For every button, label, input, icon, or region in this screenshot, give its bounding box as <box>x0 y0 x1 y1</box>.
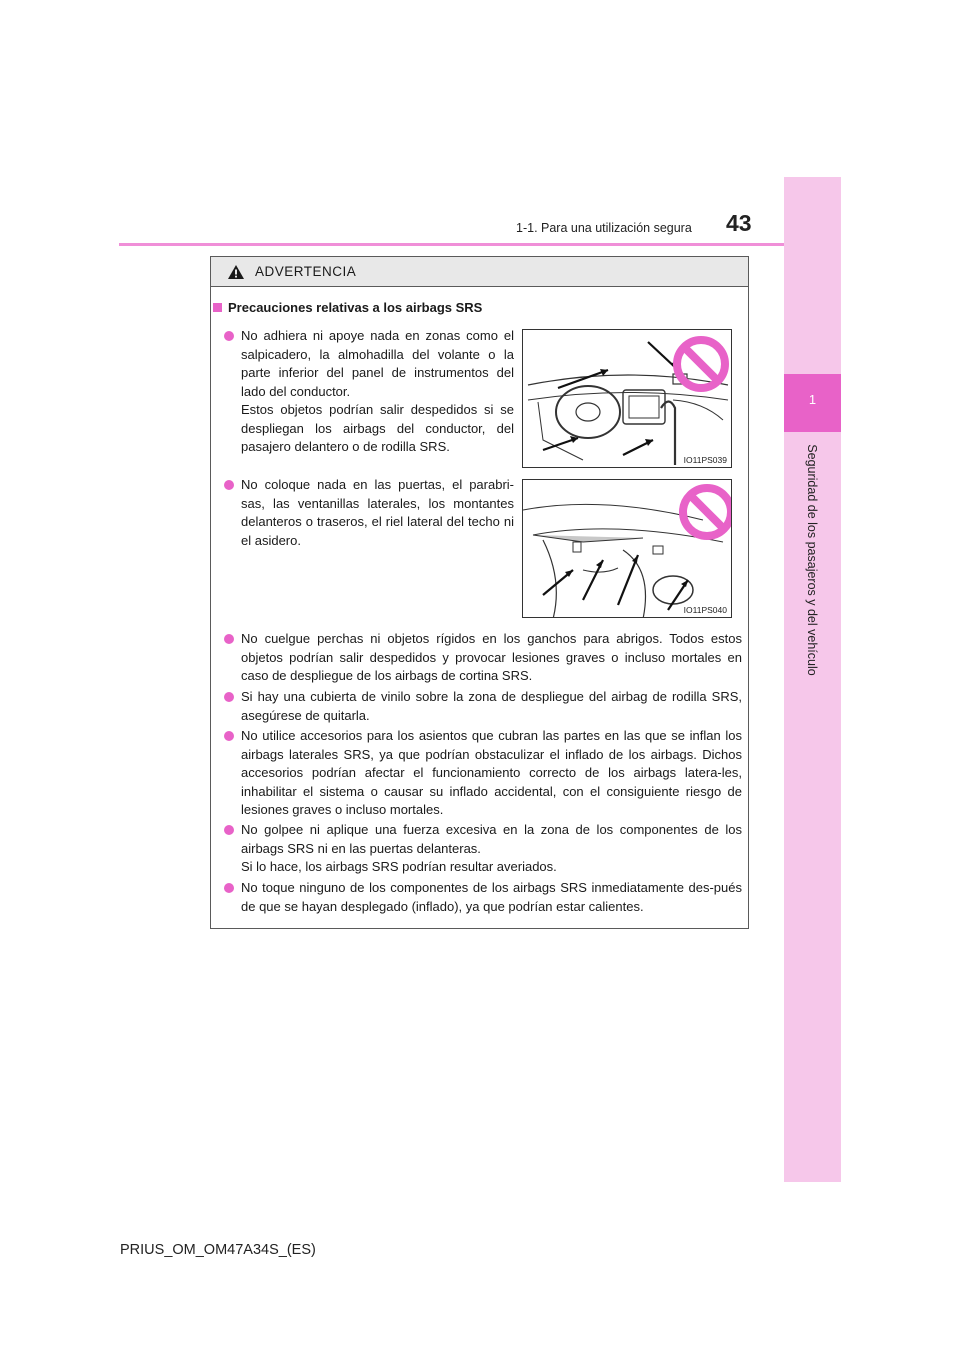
cabin-figure <box>522 479 732 618</box>
bullet-dot-icon <box>224 331 234 341</box>
section-title: 1-1. Para una utilización segura <box>516 221 692 235</box>
side-tab <box>784 177 841 1182</box>
bullet-dot-icon <box>224 883 234 893</box>
warning-header <box>211 257 748 287</box>
warning-bullet <box>224 476 514 550</box>
warning-bullet <box>224 727 742 820</box>
bullet-text: No adhiera ni apoye nada en zonas como el salpicadero, la almohadilla del volante o la parte inferior del panel de instrumentos del lado del conductor. Estos objetos podrían salir despedidos si se despliegan los airbags del conductor, del pasajero delantero o de rodilla SRS. <box>241 328 514 454</box>
warning-title: ADVERTENCIA <box>255 264 357 279</box>
document-id: PRIUS_OM_OM47A34S_(ES) <box>120 1242 316 1258</box>
bullet-dot-icon <box>224 634 234 644</box>
bullet-text: No cuelgue perchas ni objetos rígidos en los ganchos para abrigos. Todos estos objetos podrían salir despedidos y provocar lesiones graves o incluso mortales en caso de despliegue de los airbags de cortina SRS. <box>241 631 742 683</box>
section-heading-text: Precauciones relativas a los airbags SRS <box>228 300 483 315</box>
dashboard-figure <box>522 329 732 468</box>
bullet-dot-icon <box>224 692 234 702</box>
bullet-text: Si hay una cubierta de vinilo sobre la zona de despliegue del airbag de rodilla SRS, asegúrese de quitarla. <box>241 689 742 723</box>
figure-code: IO11PS040 <box>683 605 727 615</box>
warning-bullet <box>224 879 742 916</box>
warning-bullet <box>224 630 742 686</box>
bullet-text: No golpee ni aplique una fuerza excesiva en la zona de los componentes de los airbags SRS ni en las puertas delanteras. Si lo hace, los airbags SRS podrían resultar averiados. <box>241 822 742 874</box>
prohibited-icon <box>683 488 731 536</box>
warning-bullet <box>224 327 514 457</box>
page-number: 43 <box>726 210 752 236</box>
chapter-title: Seguridad de los pasajeros y del vehículo <box>805 444 819 676</box>
bullet-text: No coloque nada en las puertas, el parabri-sas, las ventanillas laterales, los montantes delanteros o traseros, el riel lateral del techo ni el asidero. <box>241 477 514 548</box>
bullet-text: No toque ninguno de los componentes de los airbags SRS inmediatamente des-pués de que se hayan desplegado (inflado), ya que podrían estar calientes. <box>241 880 742 914</box>
bullet-dot-icon <box>224 480 234 490</box>
figure-code: IO11PS039 <box>683 455 727 465</box>
section-heading <box>213 300 482 315</box>
bullet-text: No utilice accesorios para los asientos que cubran las partes en las que se inflan los airbags laterales SRS, ya que podrían obstaculizar el inflado de los airbags. Dichos accesorios podrían afectar el funcionamiento correcto de los airbags latera-les, inhabilitar el sistema o causar su inflado accidental, con el consiguiente riesgo de lesiones graves o incluso mortales. <box>241 728 742 817</box>
bullet-dot-icon <box>224 825 234 835</box>
square-bullet-icon <box>213 303 222 312</box>
warning-triangle-icon <box>227 264 245 280</box>
cabin-illustration <box>523 480 732 618</box>
chapter-number: 1 <box>808 392 817 407</box>
bullet-dot-icon <box>224 731 234 741</box>
warning-bullet <box>224 821 742 877</box>
warning-bullet <box>224 688 742 725</box>
header-divider <box>119 243 784 246</box>
dashboard-illustration <box>523 330 732 468</box>
